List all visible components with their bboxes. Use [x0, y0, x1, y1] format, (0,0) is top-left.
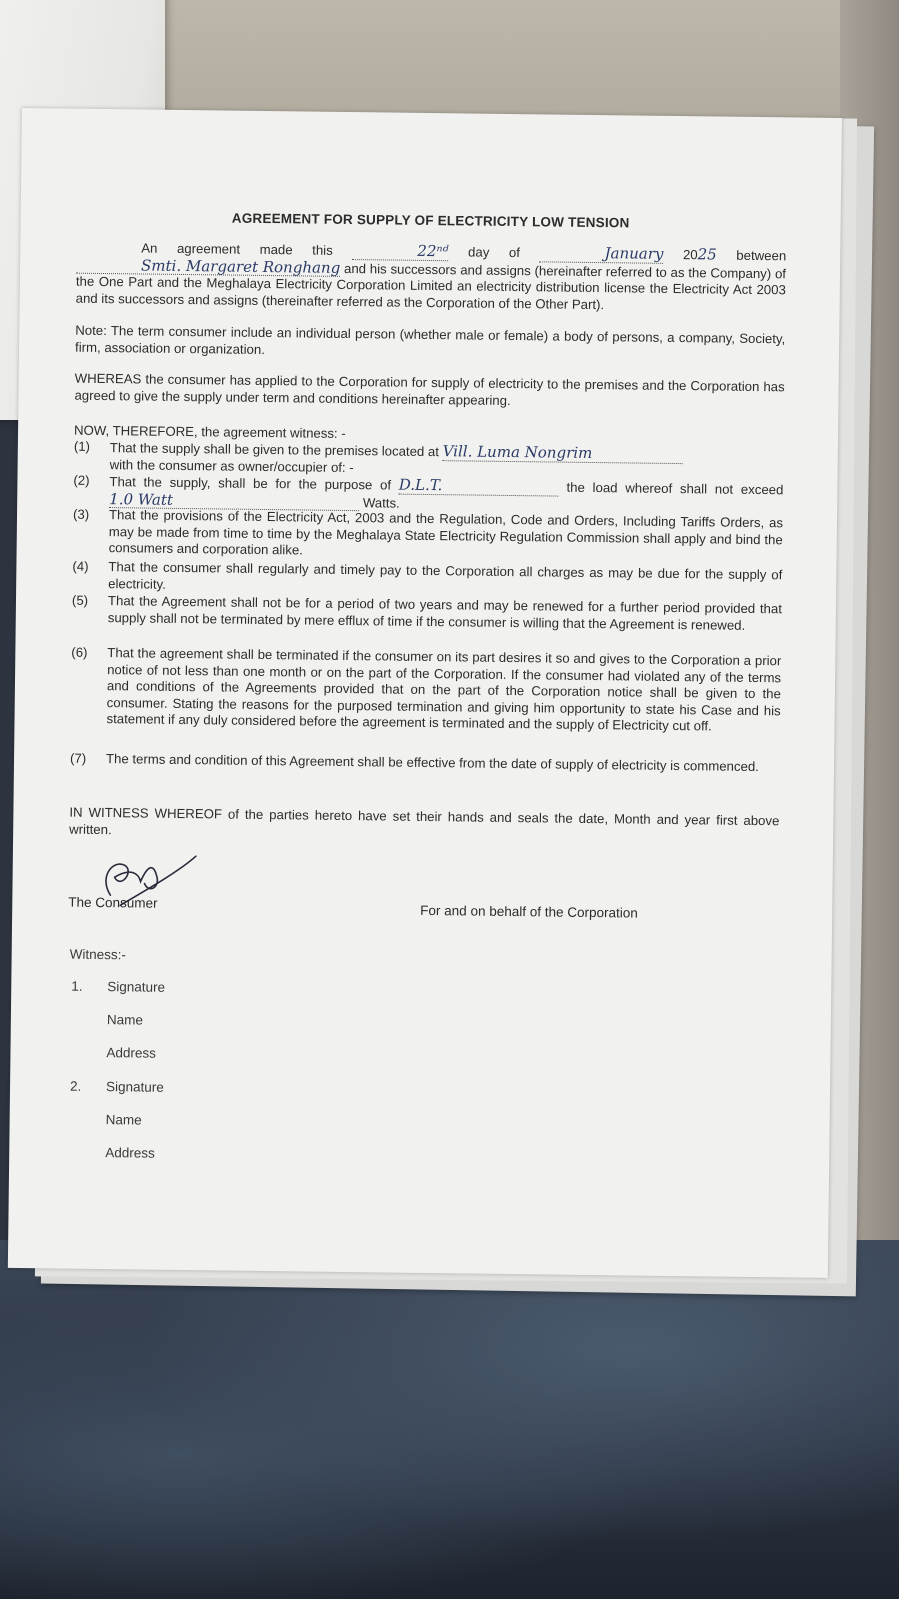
purpose-field: D.L.T.: [399, 477, 559, 496]
witness-name-label: Name: [106, 1012, 143, 1028]
clause-text: That the Agreement shall not be for a period of two years and may be renewed for a further period provided that supply shall not be terminated by mere efflux of time if the consumer is willing that the Agreement is renewed.: [107, 593, 783, 633]
intro-text-1: An agreement made this: [141, 240, 333, 258]
witness-address-label: Address: [106, 1045, 157, 1061]
clause-6: [70, 645, 781, 736]
witness-number: 2.: [69, 1078, 82, 1094]
witness-signature-label: Signature: [107, 979, 166, 995]
clause-number: (2): [73, 472, 90, 488]
clause-number: (4): [72, 558, 89, 574]
intro-text-4: between: [736, 247, 787, 264]
clause-text: That the supply, shall be for the purpose of: [109, 474, 392, 493]
now-therefore-line: NOW, THEREFORE, the agreement witness: -: [73, 422, 346, 441]
clause-text: That the provisions of the Electricity Act, 2003 and the Regulation, Code and Orders, Including Tariffs Orders, as may be made from time to time by the Meghalaya State Electricity Regulation Commission shall apply and bind the consumers and corporation alike.: [108, 507, 784, 558]
clause-text: That the agreement shall be terminated if the consumer on its part desires it so and gives to the Corporation a prior notice of not less than one month or on the part of the Corporation. If the consumer had violated any of the terms and conditions of the Agreements provided that on the part of the Corporation notice shall be given to the consumer. Stating the reasons for the purposed termination and giving him opportunity to state his Case and his statement if any duly considered before the agreement is terminated and the supply of Electricity cut off.: [106, 645, 782, 734]
clause-text: That the supply shall be given to the premises located at: [109, 440, 440, 460]
month-field: January: [539, 244, 663, 263]
party-name-field: Smti. Margaret Ronghang: [76, 256, 340, 277]
clause-text: That the consumer shall regularly and timely pay to the Corporation all charges as may be due for the supply of electricity.: [108, 559, 783, 592]
clause-number: (1): [73, 438, 91, 454]
intro-text-5: and his successors and assigns (hereinafter referred to as the Company) of the One Part and the Meghalaya Electricity Corporation Limited an electricity distribution license the Electricity Act 2003 and its successors and assigns (thereinafter referred as the Corporation of the Other Part).: [75, 260, 787, 312]
year-field: 25: [697, 245, 717, 264]
clause-text: the load whereof shall not exceed: [566, 479, 784, 498]
witness-address-label: Address: [105, 1145, 155, 1161]
clause-7: [70, 751, 780, 776]
witness-number: 1.: [71, 978, 83, 994]
clause-number: (6): [71, 644, 88, 660]
clause-text: The terms and condition of this Agreement shall be effective from the date of supply of electricity is commenced.: [105, 751, 759, 775]
clause-3: [73, 507, 784, 565]
day-field: 22ⁿᵈ: [352, 242, 448, 261]
clause-text: with the consumer as owner/occupier of: -: [109, 456, 354, 475]
clause-text: Watts.: [362, 494, 400, 511]
witness-name-label: Name: [105, 1112, 142, 1128]
corporation-label: For and on behalf of the Corporation: [420, 902, 638, 921]
clause-number: (3): [72, 506, 90, 522]
load-field: 1.0 Watt: [109, 491, 359, 512]
premises-field: Vill. Luma Nongrim: [443, 443, 683, 463]
intro-text-2: day of: [468, 244, 521, 261]
intro-text-3: 20: [682, 247, 698, 263]
consumer-label: The Consumer: [68, 894, 158, 911]
witness-heading: Witness:-: [69, 946, 127, 963]
clause-number: (7): [69, 750, 87, 766]
note-paragraph: Note: The term consumer include an individual person (whether male or female) a body of persons, a company, Society, firm, association or organization.: [74, 322, 786, 357]
whereas-paragraph: WHEREAS the consumer has applied to the Corporation for supply of electricity to the premises and the Corporation has agreed to give the supply under term and conditions hereinafter appearing.: [74, 370, 785, 408]
clause-number: (5): [71, 592, 89, 608]
document-title: AGREEMENT FOR SUPPLY OF ELECTRICITY LOW TENSION: [231, 210, 630, 231]
agreement-page: [8, 108, 842, 1278]
intro-paragraph: [76, 239, 787, 316]
witness-signature-label: Signature: [105, 1079, 164, 1095]
in-witness-paragraph: IN WITNESS WHEREOF of the parties hereto have set their hands and seals the date, Month and year first above written.: [69, 804, 780, 837]
